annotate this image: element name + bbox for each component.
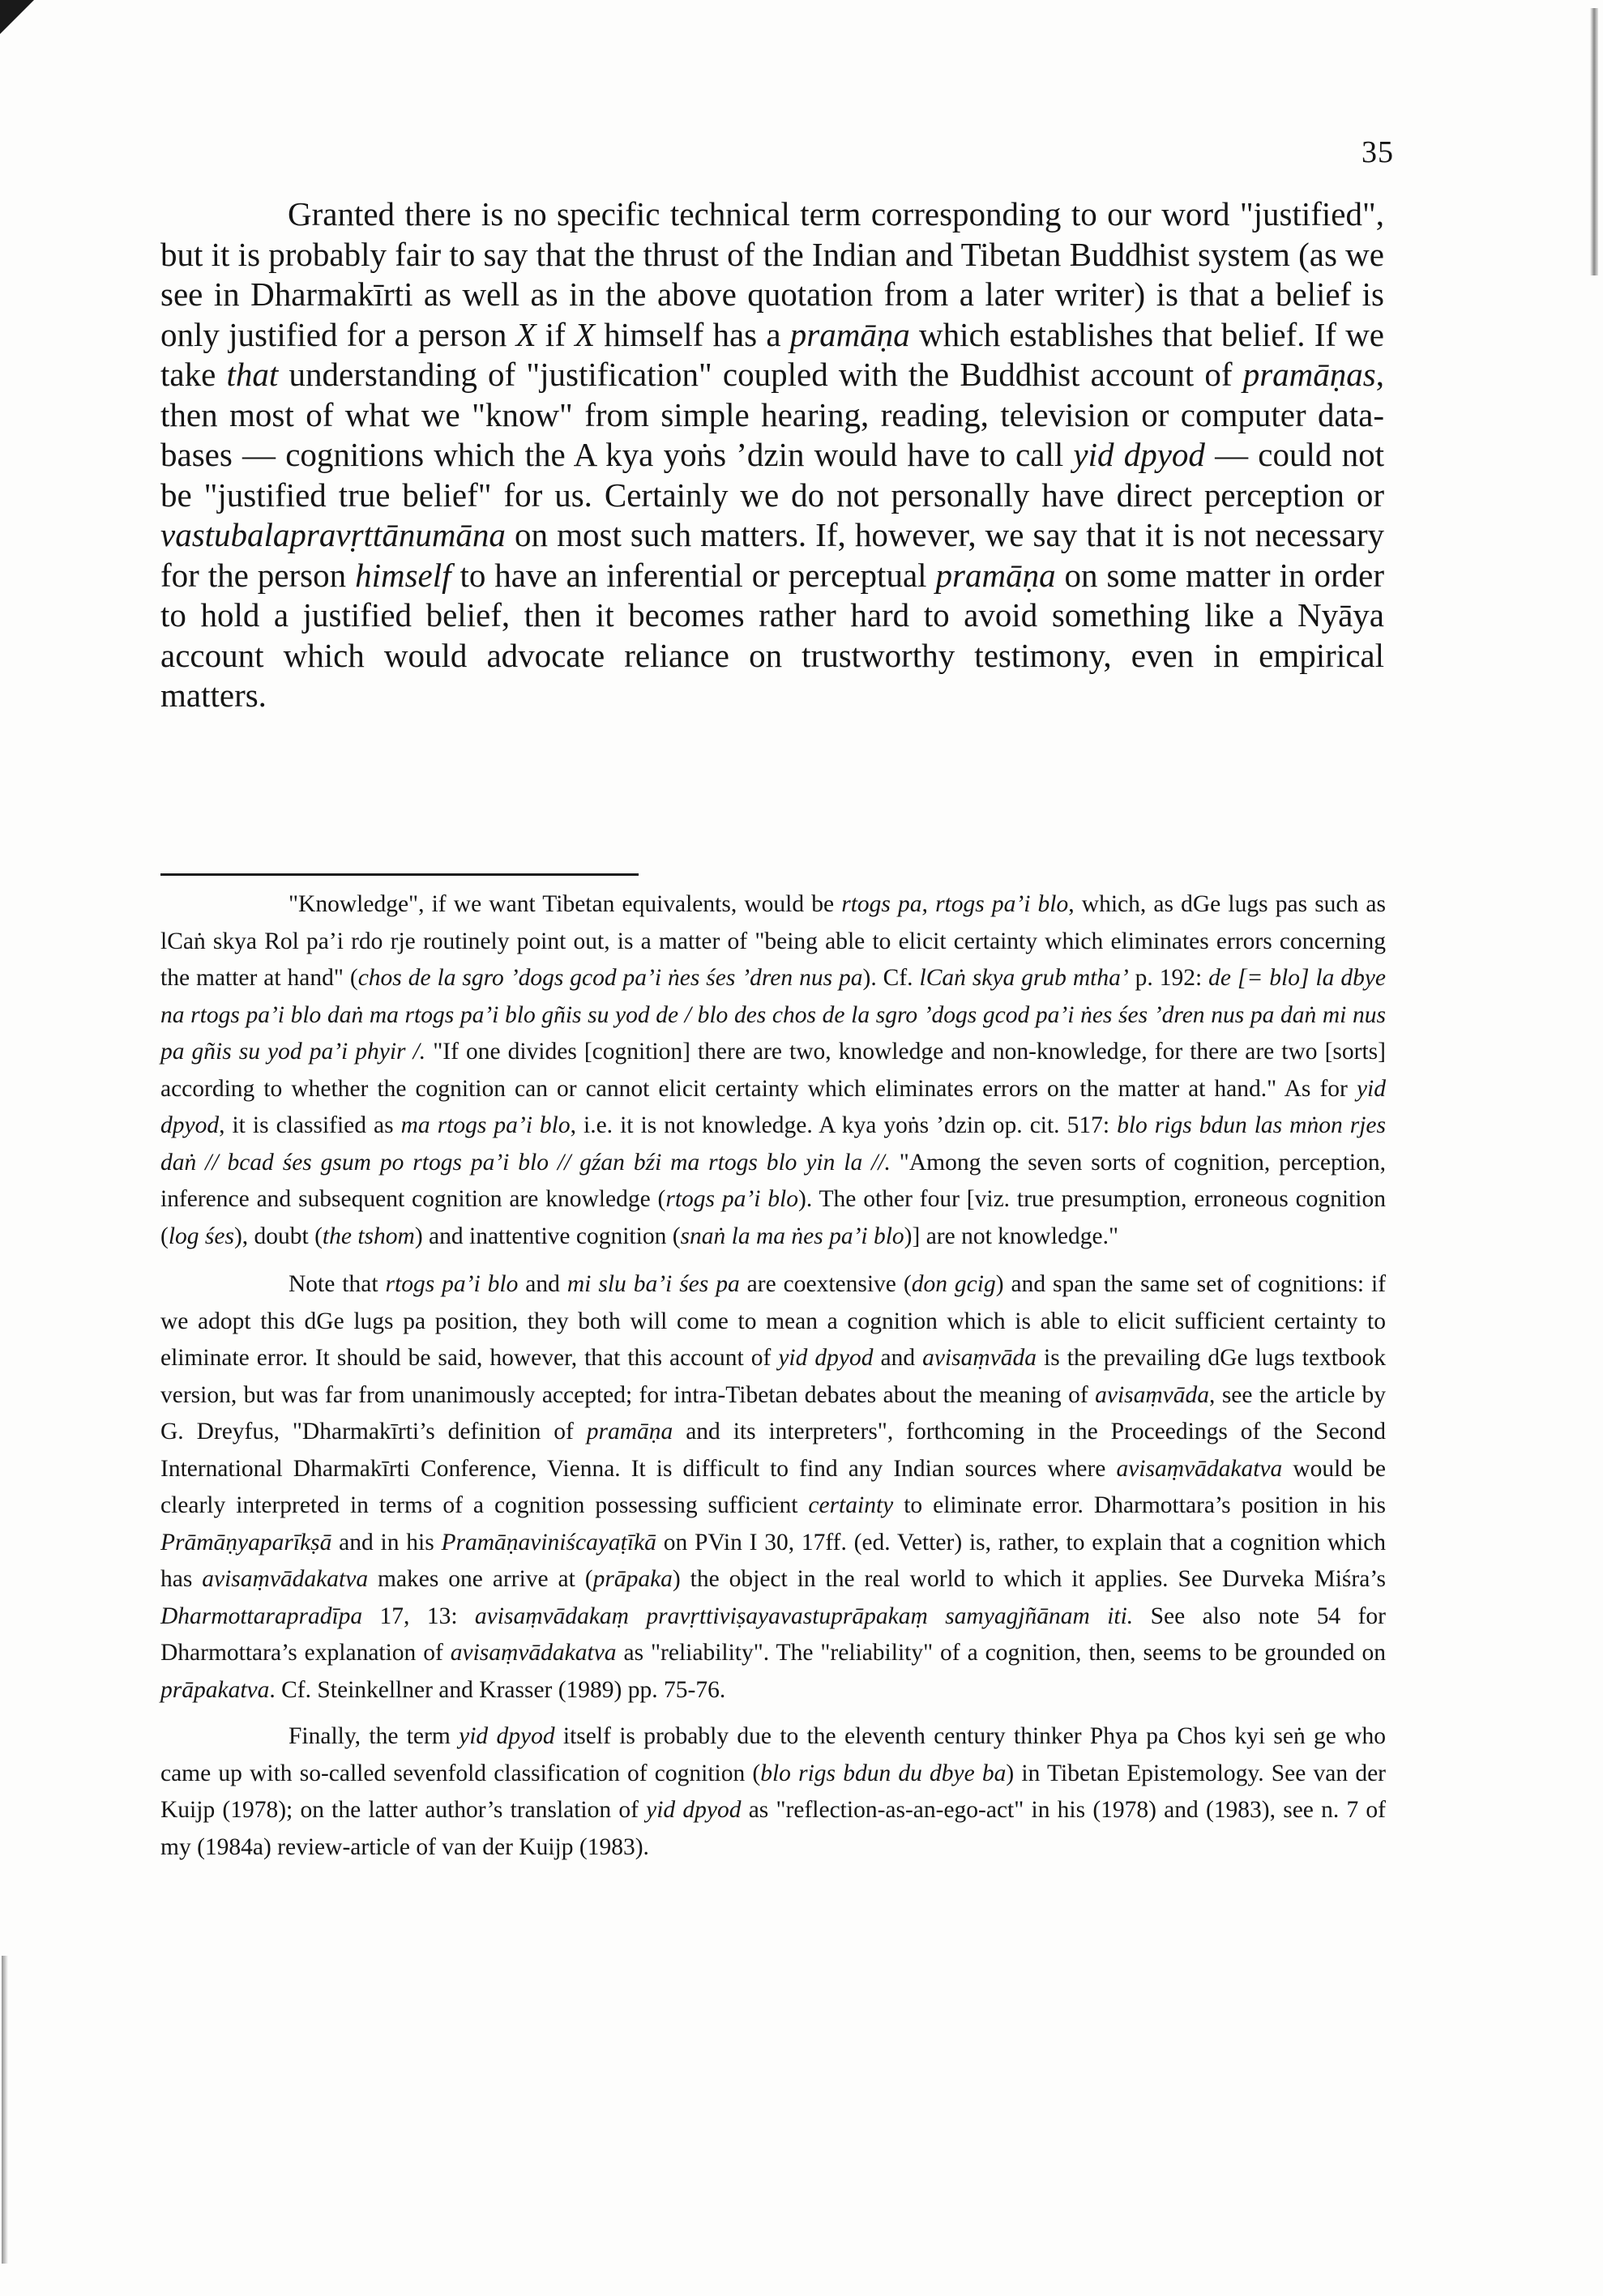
- text-run: See also note 54 for Dharmottara’s explanation of: [160, 1603, 1386, 1666]
- text-run: ) and span the same set of cognitions: if we adopt this dGe lugs pa position, they both will come to mean a cognition which is able to elicit sufficient certainty to eliminate error. It should be said, however, that this account of: [160, 1271, 1387, 1371]
- italic-text-run: pramāṇa: [586, 1419, 673, 1445]
- text-run: — could not be "justified true belief" for us. Certainly we do not personally have direct perception or: [160, 436, 1384, 514]
- italic-text-run: yid dpyod: [459, 1723, 555, 1749]
- text-run: 17, 13:: [362, 1603, 475, 1629]
- text-run: Finally, the term: [289, 1723, 460, 1749]
- text-run: and: [518, 1271, 567, 1297]
- italic-text-run: Dharmottarapradīpa: [160, 1603, 363, 1629]
- text-run: is the prevailing dGe lugs textbook version, but was far from unanimously accepted; for intra-Tibetan debates about the meaning of: [160, 1345, 1387, 1408]
- text-run: on some matter in order to hold a justified belief, then it becomes rather hard to avoid something like a Nyāya account which would advocate reliance on trustworthy testimony, even in empirical matters.: [160, 556, 1384, 714]
- text-run: are coextensive (: [739, 1271, 912, 1297]
- italic-text-run: vastubalapravṛttānumāna: [160, 516, 506, 553]
- text-run: ) and inattentive cognition (: [414, 1223, 681, 1249]
- main-body-text: [160, 194, 1384, 716]
- italic-text-run: yid dpyod: [778, 1345, 874, 1371]
- text-run: himself has a: [595, 315, 790, 353]
- footnote-paragraph: [160, 1266, 1386, 1709]
- italic-text-run: avisaṃvāda: [1095, 1381, 1210, 1408]
- footnote-separator: [160, 873, 639, 876]
- text-run: Granted there is no specific technical term corresponding to our word "justified", but it is probably fair to say that the thrust of the Indian and Tibetan Buddhist system (as we see in Dharmakīrti as well as in the above quotation from a later writer) is that a belief is only justified for a person: [160, 195, 1384, 353]
- italic-text-run: prāpakatva: [160, 1676, 270, 1703]
- text-run: , it is classified as: [219, 1112, 401, 1138]
- text-run: as "reliability". The "reliability" of a cognition, then, seems to be grounded on: [616, 1640, 1386, 1666]
- text-run: , then most of what we "know" from simple hearing, reading, television or computer data-bases — cognitions which the A kya yoṅs ’dzin would have to call: [160, 356, 1384, 473]
- text-run: itself is probably due to the eleventh century thinker Phya pa Chos kyi seṅ ge who came up with so-called sevenfold classification of cognition (: [160, 1723, 1386, 1786]
- italic-text-run: avisaṃvādakatva: [1116, 1455, 1283, 1482]
- text-run: on PVin I 30, 17ff. (ed. Vetter) is, rather, to explain that a cognition which has: [160, 1529, 1387, 1592]
- italic-text-run: avisaṃvādakatva: [202, 1566, 369, 1592]
- text-run: to have an inferential or perceptual: [451, 556, 936, 594]
- italic-text-run: rtogs pa, rtogs pa’i blo: [841, 891, 1069, 917]
- italic-text-run: rtogs pa’i blo: [385, 1271, 519, 1297]
- text-run: would be clearly interpreted in terms of a cognition possessing sufficient: [160, 1455, 1386, 1518]
- italic-text-run: himself: [355, 556, 451, 594]
- italic-text-run: the tshom: [322, 1223, 415, 1249]
- text-run: ) in Tibetan Epistemology. See van der Kuijp (1978); on the latter author’s translation of: [160, 1760, 1386, 1823]
- text-run: "Knowledge", if we want Tibetan equivalents, would be: [289, 891, 842, 917]
- text-run: ) the object in the real world to which it applies. See Durveka Miśra’s: [672, 1566, 1387, 1592]
- italic-text-run: yid dpyod: [646, 1797, 742, 1823]
- italic-text-run: Prāmāṇyaparīkṣā: [160, 1529, 332, 1556]
- italic-text-run: avisaṃvāda: [922, 1345, 1037, 1371]
- text-run: and in his: [331, 1529, 442, 1556]
- scan-corner-mark: [0, 0, 34, 34]
- text-run: , which, as dGe lugs pas such as lCaṅ skya Rol pa’i rdo rje routinely point out, is a matter of "being able to elicit certainty which eliminates errors concerning the matter at hand" (: [160, 891, 1386, 991]
- footnote-paragraph: [160, 1718, 1386, 1866]
- italic-text-run: pramāṇa: [789, 315, 910, 353]
- text-run: , i.e. it is not knowledge. A kya yoṅs ’dzin op. cit. 517:: [570, 1112, 1118, 1138]
- italic-text-run: rtogs pa’i blo: [665, 1186, 798, 1212]
- italic-text-run: snaṅ la ma ṅes pa’i blo: [680, 1223, 904, 1249]
- italic-text-run: certainty: [808, 1492, 894, 1518]
- italic-text-run: X: [515, 315, 536, 353]
- italic-text-run: chos de la sgro ’dogs gcod pa’i ṅes śes ’dren nus pa: [357, 965, 863, 991]
- text-run: ), doubt (: [233, 1223, 323, 1249]
- scan-edge-shadow-right: [1590, 8, 1598, 275]
- italic-text-run: don gcig: [911, 1271, 996, 1297]
- italic-text-run: avisaṃvādakaṃ pravṛttiviṣayavastuprāpakaṃ samyagjñānam iti.: [474, 1603, 1134, 1629]
- italic-text-run: yid dpyod: [160, 1075, 1386, 1138]
- footnote-paragraph: [160, 886, 1386, 1255]
- text-run: , see the article by G. Dreyfus, "Dharmakīrti’s definition of: [160, 1381, 1386, 1445]
- text-run: Note that: [289, 1271, 386, 1297]
- text-run: )] are not knowledge.": [904, 1223, 1119, 1249]
- italic-text-run: Pramāṇaviniścayaṭīkā: [441, 1529, 656, 1556]
- text-run: ). The other four [viz. true presumption, erroneous cognition (: [160, 1186, 1387, 1249]
- italic-text-run: mi slu ba’i śes pa: [566, 1271, 740, 1297]
- italic-text-run: ma rtogs pa’i blo: [400, 1112, 571, 1138]
- text-run: ). Cf.: [862, 965, 920, 991]
- text-run: which establishes that belief. If we take: [160, 315, 1384, 393]
- italic-text-run: yid dpyod: [1073, 436, 1205, 473]
- text-run: as "reflection-as-an-ego-act" in his (1978) and (1983), see n. 7 of my (1984a) review-article of van der Kuijp (1983).: [160, 1797, 1386, 1860]
- italic-text-run: prāpaka: [592, 1566, 673, 1592]
- footnotes: [160, 886, 1386, 1877]
- text-run: "If one divides [cognition] there are two, knowledge and non-knowledge, for there are two [sorts] according to whether the cognition can or cannot elicit certainty which eliminates errors on the matter at hand." As for: [160, 1039, 1386, 1102]
- text-run: if: [536, 315, 575, 353]
- italic-text-run: log śes: [168, 1223, 234, 1249]
- italic-text-run: pramāṇa: [935, 556, 1056, 594]
- italic-text-run: X: [575, 315, 596, 353]
- italic-text-run: pramāṇas: [1242, 356, 1376, 393]
- page-number: 35: [1361, 135, 1394, 169]
- text-run: and its interpreters", forthcoming in the Proceedings of the Second International Dharmakīrti Conference, Vienna. It is difficult to find any Indian sources where: [160, 1419, 1386, 1482]
- text-run: to eliminate error. Dharmottara’s position in his: [893, 1492, 1386, 1518]
- italic-text-run: de [= blo] la dbye na rtogs pa’i blo daṅ ma rtogs pa’i blo gñis su yod de / blo des chos de la sgro ’dogs gcod pa’i ṅes śes ’dren nus pa daṅ mi nus pa gñis su yod pa’i phyir /.: [160, 965, 1387, 1065]
- scan-edge-shadow-left: [2, 1956, 8, 2264]
- italic-text-run: blo rigs bdun las mṅon rjes daṅ // bcad śes gsum po rtogs pa’i blo // gźan bźi ma rtogs blo yin la //.: [160, 1112, 1386, 1176]
- text-run: "Among the seven sorts of cognition, perception, inference and subsequent cognition are knowledge (: [160, 1149, 1386, 1212]
- text-run: p. 192:: [1128, 965, 1209, 991]
- italic-text-run: that: [226, 356, 279, 393]
- text-run: and: [873, 1345, 923, 1371]
- italic-text-run: lCaṅ skya grub mtha’: [919, 965, 1129, 991]
- italic-text-run: blo rigs bdun du dbye ba: [760, 1760, 1007, 1786]
- main-paragraph: [160, 194, 1384, 716]
- text-run: makes one arrive at (: [368, 1566, 593, 1592]
- text-run: . Cf. Steinkellner and Krasser (1989) pp. 75-76.: [269, 1676, 726, 1703]
- italic-text-run: avisaṃvādakatva: [450, 1640, 617, 1666]
- text-run: on most such matters. If, however, we say that it is not necessary for the person: [160, 516, 1384, 594]
- text-run: understanding of "justification" coupled with the Buddhist account of: [278, 356, 1243, 393]
